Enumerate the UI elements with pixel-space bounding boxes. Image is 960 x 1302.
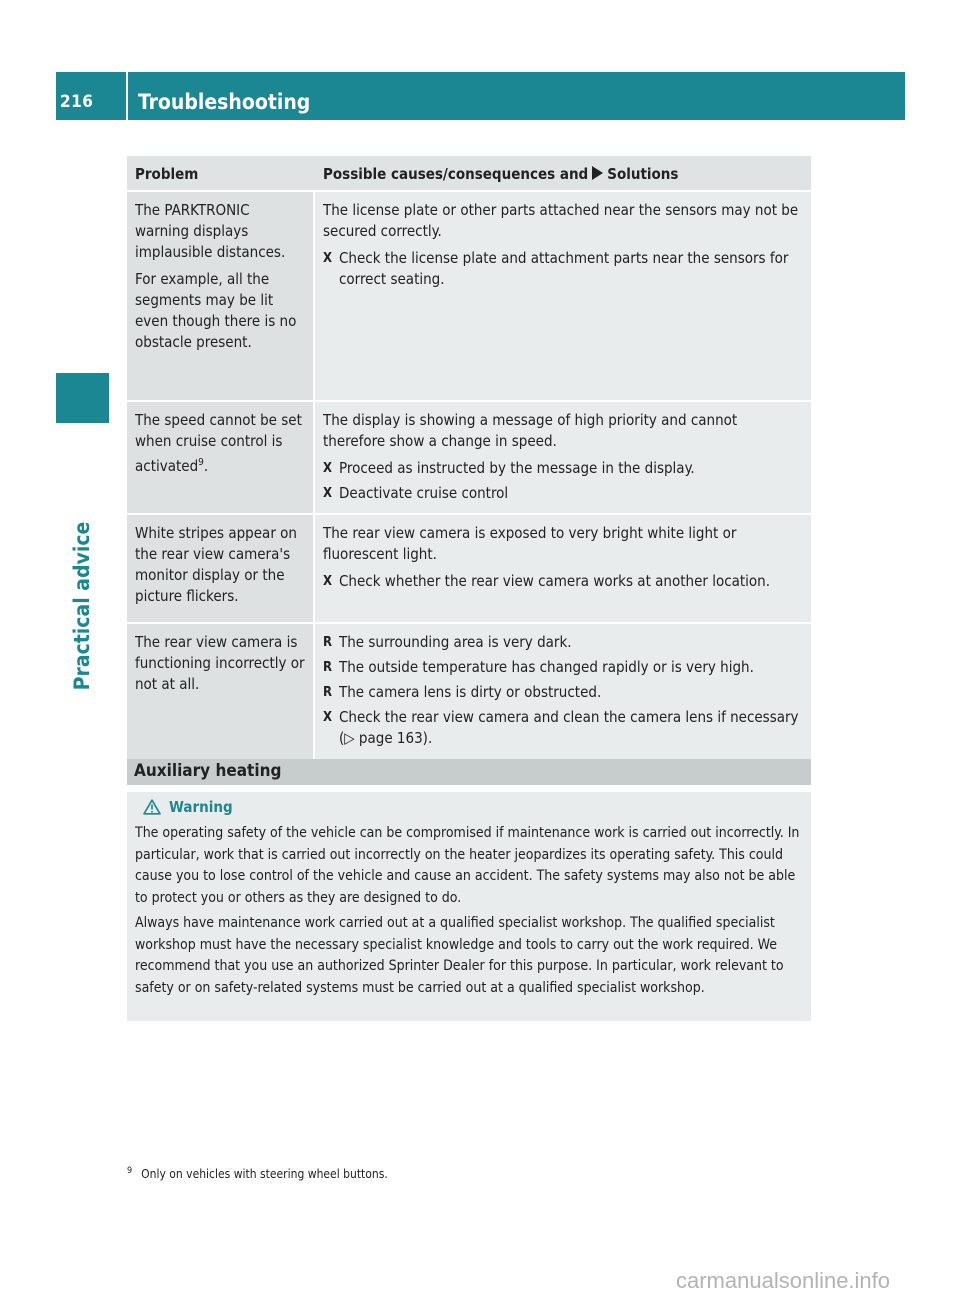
column-header-solutions-label: Solutions bbox=[607, 165, 679, 183]
problem-cell bbox=[127, 624, 313, 761]
step-text: Check the rear view camera and clean the camera lens if necessary (▷ page 163). bbox=[339, 708, 799, 747]
warning-triangle-icon bbox=[143, 799, 161, 815]
table-row bbox=[127, 400, 811, 513]
footnote-text: Only on vehicles with steering wheel buttons. bbox=[141, 1167, 388, 1181]
problem-text bbox=[135, 410, 305, 477]
step-icon: X bbox=[323, 461, 333, 476]
warning-label: Warning bbox=[169, 798, 233, 816]
cause-text: The rear view camera is exposed to very bright white light or fluorescent light. bbox=[323, 524, 737, 563]
solution-cell bbox=[315, 624, 811, 761]
aux-heating-title: Auxiliary heating bbox=[134, 761, 282, 781]
cause-text: The display is showing a message of high priority and cannot therefore show a change in speed. bbox=[323, 411, 738, 450]
footnote-mark: 9 bbox=[127, 1166, 133, 1176]
bullet-text: The surrounding area is very dark. bbox=[339, 633, 572, 651]
problem-text-end: . bbox=[203, 457, 209, 475]
solution-step bbox=[323, 483, 803, 504]
table-row bbox=[127, 622, 811, 761]
troubleshooting-table bbox=[127, 156, 811, 761]
side-tab-label: Practical advice bbox=[70, 521, 94, 691]
bullet-item bbox=[323, 657, 803, 678]
step-text: Proceed as instructed by the message in the display. bbox=[339, 459, 695, 477]
table-header bbox=[127, 156, 811, 190]
bullet-item bbox=[323, 632, 803, 653]
warning-text bbox=[135, 823, 807, 1003]
problem-text: The PARKTRONIC warning displays implausible distances. bbox=[135, 201, 286, 261]
problem-cell bbox=[127, 402, 313, 513]
arrow-icon bbox=[592, 166, 603, 180]
solution-cell bbox=[315, 192, 811, 400]
bullet-icon: R bbox=[323, 660, 333, 675]
problem-text: The rear view camera is functioning incorrectly or not at all. bbox=[135, 633, 305, 693]
problem-text: For example, all the segments may be lit even though there is no obstacle present. bbox=[135, 270, 297, 351]
solution-cell bbox=[315, 515, 811, 622]
bullet-text: The camera lens is dirty or obstructed. bbox=[339, 683, 602, 701]
solution-step bbox=[323, 707, 803, 749]
problem-cell bbox=[127, 192, 313, 400]
column-header-causes: Possible causes/consequences and bbox=[323, 165, 589, 183]
footnote bbox=[127, 1166, 388, 1181]
step-text: Check the license plate and attachment parts near the sensors for correct seating. bbox=[339, 249, 789, 288]
column-header-problem: Problem bbox=[135, 165, 199, 183]
step-icon: X bbox=[323, 251, 333, 266]
bullet-text: The outside temperature has changed rapidly or is very high. bbox=[339, 658, 754, 676]
step-text: Check whether the rear view camera works at another location. bbox=[339, 572, 771, 590]
solution-step bbox=[323, 248, 803, 290]
table-row bbox=[127, 513, 811, 622]
step-icon: X bbox=[323, 486, 333, 501]
problem-text-main: The speed cannot be set when cruise control is activated bbox=[135, 411, 302, 475]
problem-text: White stripes appear on the rear view camera's monitor display or the picture flickers. bbox=[135, 524, 297, 605]
bullet-icon: R bbox=[323, 685, 333, 700]
step-icon: X bbox=[323, 574, 333, 589]
cause-text: The license plate or other parts attached near the sensors may not be secured correctly. bbox=[323, 201, 799, 240]
footnote-ref: 9 bbox=[198, 457, 204, 468]
solution-step bbox=[323, 458, 803, 479]
header-separator bbox=[126, 72, 128, 120]
solution-step bbox=[323, 571, 803, 592]
warning-paragraph: The operating safety of the vehicle can be compromised if maintenance work is carried out incorrectly. In particular, work that is carried out incorrectly on the heater jeopardizes its operating safety. This could cause you to lose control of the vehicle and cause an accident. The safety systems may also not be able to protect you or others as they are designed to do. bbox=[135, 825, 800, 906]
page-number: 216 bbox=[60, 92, 94, 112]
table-row bbox=[127, 190, 811, 400]
bullet-item bbox=[323, 682, 803, 703]
section-title: Troubleshooting bbox=[138, 90, 311, 114]
solution-cell bbox=[315, 402, 811, 513]
column-header-solutions bbox=[315, 156, 811, 190]
bullet-icon: R bbox=[323, 635, 333, 650]
warning-heading bbox=[143, 798, 233, 816]
step-icon: X bbox=[323, 710, 333, 725]
warning-paragraph: Always have maintenance work carried out at a qualified specialist workshop. The qualified specialist workshop must have the necessary specialist knowledge and tools to carry out the work required. We recommend that you use an authorized Sprinter Dealer for this purpose. In particular, work relevant to safety or on safety-related systems must be carried out at a qualified specialist workshop. bbox=[135, 915, 784, 996]
step-text: Deactivate cruise control bbox=[339, 484, 509, 502]
watermark: carmanualsonline.info bbox=[676, 1268, 891, 1293]
side-tab-block bbox=[56, 373, 109, 423]
problem-cell bbox=[127, 515, 313, 622]
